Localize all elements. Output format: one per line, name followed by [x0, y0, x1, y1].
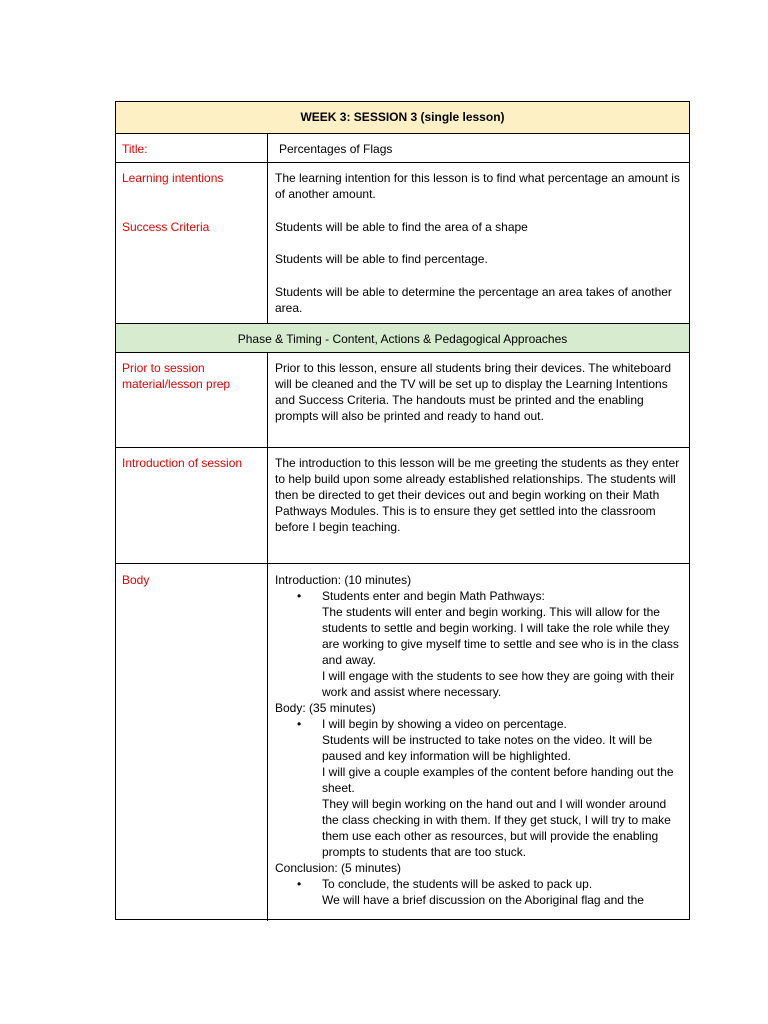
body-line-1: Students will be instructed to take notes on the video. It will be paused and key information will be highlighted. [322, 733, 653, 763]
body-line-2: I will give a couple examples of the content before handing out the sheet. [322, 765, 674, 795]
intro-heading: Introduction: (10 minutes) [275, 573, 412, 587]
bullet-dot: • [297, 877, 302, 891]
prior-row [116, 352, 689, 447]
phase-banner [116, 323, 689, 352]
intro-line-2: I will engage with the students to see how they are going with their work and assist where necessary. [322, 669, 675, 699]
intro-bullet-text: Students enter and begin Math Pathways: [322, 589, 545, 603]
prior-label: Prior to session material/lesson prep [116, 353, 268, 447]
intro-text: The introduction to this lesson will be me greeting the students as they enter to help build upon some already established relationships. The students will then be directed to get their devices out and begin working on their Math Pathways Modules. This is to ensure they get settled into the classroom before I begin teaching. [275, 456, 680, 534]
body-bullet [275, 716, 683, 732]
intro-line-1: The students will enter and begin working. This will allow for the students to settle and begin working. I will take the role while they are working to give myself time to settle and see who is in the class and away. [322, 605, 679, 667]
learning-intentions-label: Learning intentions [122, 171, 224, 185]
success-criteria-label: Success Criteria [122, 220, 210, 234]
intro-bullet [275, 588, 683, 604]
phase-banner-text: Phase & Timing - Content, Actions & Pedagogical Approaches [237, 332, 568, 346]
body-bullet-text: I will begin by showing a video on percentage. [322, 717, 567, 731]
conclusion-bullet [275, 876, 683, 892]
learning-row [116, 162, 689, 323]
criteria-2: Students will be able to find percentage. [275, 252, 488, 266]
criteria-1: Students will be able to find the area of a shape [275, 220, 528, 234]
header-text: WEEK 3: SESSION 3 (single lesson) [300, 110, 505, 124]
week-session-header [116, 102, 689, 133]
body-line-3: They will begin working on the hand out and I will wonder around the class checking in with them. If they get stuck, I will try to make them use each other as resources, but will provide the enabling prompts to students that are too stuck. [322, 797, 671, 859]
title-row [116, 133, 689, 162]
conclusion-line-1: We will have a brief discussion on the Aboriginal flag and the [322, 893, 644, 907]
lesson-title: Percentages of Flags [279, 142, 393, 156]
lesson-plan-table [115, 101, 690, 920]
body-heading: Body: (35 minutes) [275, 701, 376, 715]
body-row [116, 563, 689, 921]
body-content [269, 564, 689, 921]
learning-labels [116, 163, 268, 323]
intro-row [116, 447, 689, 563]
learning-intention-text: The learning intention for this lesson is to find what percentage an amount is of another amount. [275, 171, 680, 201]
conclusion-heading: Conclusion: (5 minutes) [275, 861, 402, 875]
learning-content [269, 163, 689, 323]
bullet-dot: • [297, 717, 302, 731]
body-label: Body [116, 564, 268, 921]
criteria-3: Students will be able to determine the percentage an area takes of another area. [275, 285, 672, 315]
prior-text: Prior to this lesson, ensure all students bring their devices. The whiteboard will be cleaned and the TV will be set up to display the Learning Intentions and Success Criteria. The handouts must be printed and the enabling prompts will also be printed and ready to hand out. [275, 361, 671, 423]
title-label: Title: [116, 134, 268, 162]
bullet-dot: • [297, 589, 302, 603]
conclusion-bullet-text: To conclude, the students will be asked to pack up. [322, 877, 593, 891]
intro-label: Introduction of session [116, 448, 268, 563]
